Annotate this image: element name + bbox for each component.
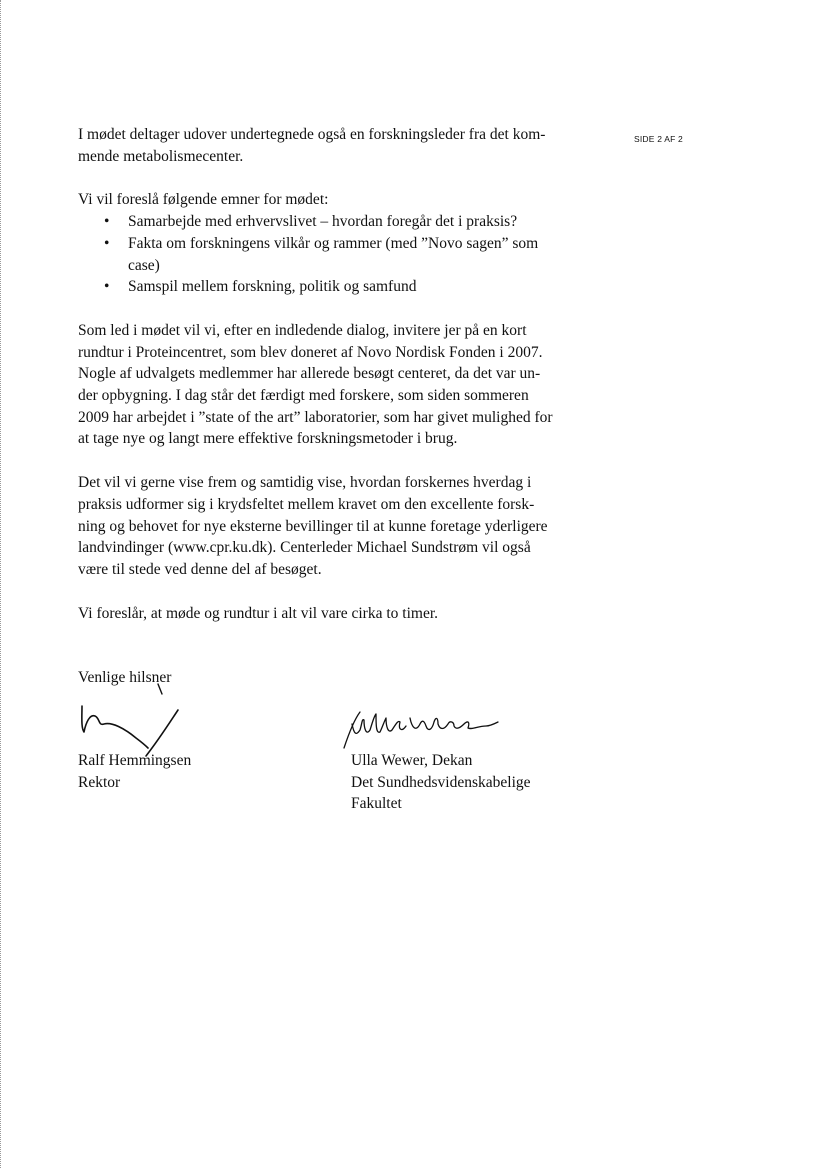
paragraph-attendees — [78, 124, 608, 167]
list-item-text: Samarbejde med erhvervslivet – hvordan foregår det i praksis? — [128, 213, 518, 231]
scan-edge — [0, 0, 4, 1168]
paragraph-duration: Vi foreslår, at møde og rundtur i alt vil vare cirka to timer. — [78, 604, 439, 622]
dekan-signature — [338, 706, 508, 756]
list-item-text: Fakta om forskningens vilkår og rammer (med ”Novo sagen” som — [128, 234, 539, 252]
paragraph-topics-intro: Vi vil foreslå følgende emner for mødet: — [78, 191, 329, 209]
signatory-org: Det Sundhedsvidenskabelige — [351, 773, 531, 791]
bullet-icon: • — [104, 213, 110, 231]
text-line: at tage nye og langt mere effektive forskningsmetoder i brug. — [78, 430, 458, 448]
dekan-block — [351, 750, 531, 815]
signatory-org: Fakultet — [351, 795, 402, 813]
rektor-block — [78, 750, 191, 793]
text-line: landvindinger (www.cpr.ku.dk). Centerleder Michael Sundstrøm vil også — [78, 539, 531, 557]
text-line: ning og behovet for nye eksterne bevillinger til at kunne foretage yderligere — [78, 517, 548, 535]
text-line: rundtur i Proteincentret, som blev doneret af Novo Nordisk Fonden i 2007. — [78, 343, 543, 361]
list-item-text: Samspil mellem forskning, politik og samfund — [128, 278, 417, 296]
closing-greeting: Venlige hilsner — [78, 669, 172, 686]
list-item — [78, 276, 608, 298]
text-line: Som led i mødet vil vi, efter en indledende dialog, invitere jer på en kort — [78, 321, 527, 339]
bullet-icon: • — [104, 278, 110, 296]
text-line: være til stede ved denne del af besøget. — [78, 560, 322, 578]
text-line: 2009 har arbejdet i ”state of the art” laboratorier, som har givet mulighed for — [78, 408, 553, 426]
signatory-name: Ulla Wewer, Dekan — [351, 752, 473, 769]
text-line: Det vil vi gerne vise frem og samtidig vise, hvordan forskernes hverdag i — [78, 474, 532, 492]
text-line: der opbygning. I dag står det færdigt med forskere, som siden sommeren — [78, 387, 529, 405]
letter-body — [78, 124, 608, 624]
text-line: I mødet deltager udover undertegnede også en forskningsleder fra det kom- — [78, 126, 546, 143]
list-item — [78, 211, 608, 233]
rektor-signature — [78, 680, 198, 760]
text-line: mende metabolismecenter. — [78, 147, 244, 165]
topics-list — [78, 211, 608, 298]
paragraph-tour — [78, 320, 608, 450]
list-item-text: case) — [128, 256, 160, 274]
signatory-title: Rektor — [78, 773, 121, 791]
text-line: praksis udformer sig i krydsfeltet mellem kravet om den excellente forsk- — [78, 495, 535, 513]
list-item — [78, 233, 608, 276]
bullet-icon: • — [104, 234, 110, 252]
page-number: SIDE 2 AF 2 — [634, 134, 683, 144]
paragraph-showcase — [78, 472, 608, 581]
signatory-name: Ralf Hemmingsen — [78, 752, 192, 769]
text-line: Nogle af udvalgets medlemmer har allerede besøgt centeret, da det var un- — [78, 365, 541, 383]
